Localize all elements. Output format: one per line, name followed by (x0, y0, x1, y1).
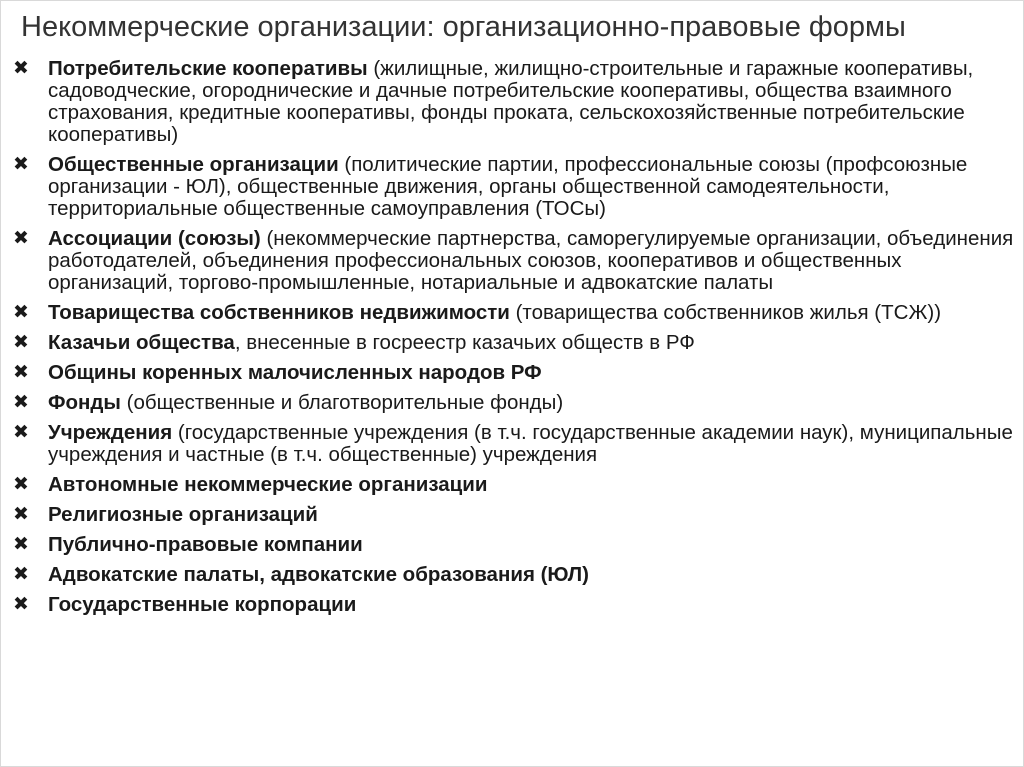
list-item (13, 392, 1015, 414)
list-item (13, 228, 1015, 294)
x-mark-bullet-icon: ✖ (13, 594, 29, 615)
item-description: (общественные и благотворительные фонды) (120, 391, 564, 414)
list-item (13, 474, 1015, 496)
x-mark-bullet-icon: ✖ (13, 154, 29, 175)
item-term: Фонды (48, 391, 121, 414)
x-mark-bullet-icon: ✖ (13, 332, 29, 353)
item-description: (политические партии, профессиональные союзы (профсоюзные организации - ЮЛ), общественные движения, органы общественной самодеятельности, территориальные общественные самоуправления (ТОСы) (48, 153, 968, 220)
item-description: , внесенные в госреестр казачьих обществ в РФ (234, 331, 695, 354)
item-term: Государственные корпорации (48, 593, 357, 616)
item-term: Общины коренных малочисленных народов РФ (48, 361, 542, 384)
x-mark-bullet-icon: ✖ (13, 504, 29, 525)
list-item (13, 594, 1015, 616)
item-description: (товарищества собственников жилья (ТСЖ)) (509, 301, 942, 324)
x-mark-bullet-icon: ✖ (13, 58, 29, 79)
list-item (13, 422, 1015, 466)
list-item (13, 302, 1015, 324)
item-description: (жилищные, жилищно-строительные и гаражные кооперативы, садоводческие, огороднические и дачные потребительские кооперативы, общества взаимного страхования, кредитные кооперативы, фонды проката, сельскохозяйственные потребительские кооперативы) (48, 57, 974, 146)
item-term: Религиозные организаций (48, 503, 318, 526)
slide-title: Некоммерческие организации: организационно-правовые формы (21, 11, 906, 43)
item-term: Общественные организации (48, 153, 339, 176)
item-term: Ассоциации (союзы) (48, 227, 261, 250)
item-description: (государственные учреждения (в т.ч. государственные академии наук), муниципальные учреждения и частные (в т.ч. общественные) учреждения (48, 421, 1013, 466)
item-term: Потребительские кооперативы (48, 57, 368, 80)
item-term: Автономные некоммерческие организации (48, 473, 488, 496)
list-item (13, 564, 1015, 586)
list-item (13, 332, 1015, 354)
list-item (13, 362, 1015, 384)
list-item (13, 504, 1015, 526)
item-term: Казачьи общества (48, 331, 235, 354)
list-item (13, 534, 1015, 556)
x-mark-bullet-icon: ✖ (13, 474, 29, 495)
x-mark-bullet-icon: ✖ (13, 564, 29, 585)
item-term: Товарищества собственников недвижимости (48, 301, 510, 324)
x-mark-bullet-icon: ✖ (13, 422, 29, 443)
x-mark-bullet-icon: ✖ (13, 228, 29, 249)
list-item (13, 58, 1015, 146)
org-forms-list (13, 58, 1015, 624)
x-mark-bullet-icon: ✖ (13, 392, 29, 413)
item-term: Учреждения (48, 421, 173, 444)
list-item (13, 154, 1015, 220)
item-term: Публично-правовые компании (48, 533, 363, 556)
x-mark-bullet-icon: ✖ (13, 534, 29, 555)
x-mark-bullet-icon: ✖ (13, 302, 29, 323)
x-mark-bullet-icon: ✖ (13, 362, 29, 383)
item-description: (некоммерческие партнерства, саморегулируемые организации, объединения работодателей, объединения профессиональных союзов, кооперативов и общественных организаций, торгово-промышленные, нотариальные и адвокатские палаты (48, 227, 1014, 294)
item-term: Адвокатские палаты, адвокатские образования (ЮЛ) (48, 563, 589, 586)
